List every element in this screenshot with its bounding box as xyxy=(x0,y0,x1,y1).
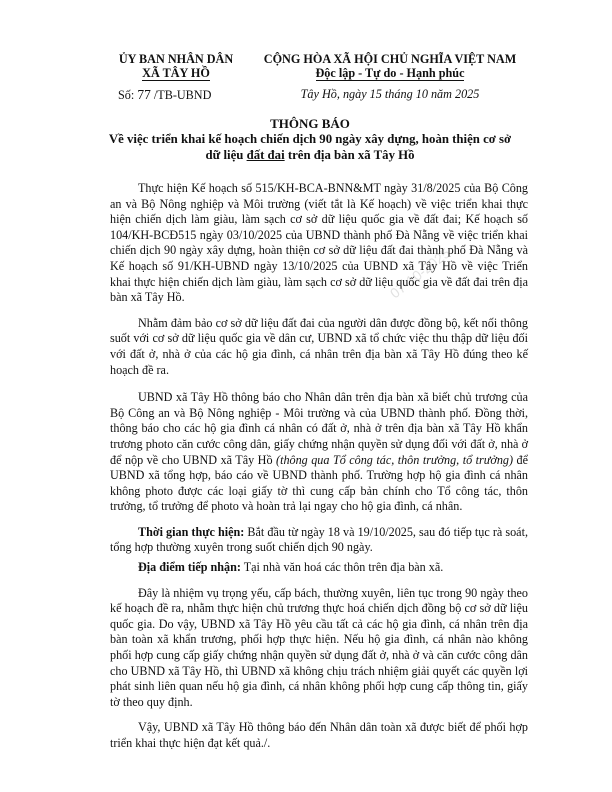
paragraph-3 xyxy=(110,390,528,515)
document-number xyxy=(118,87,211,103)
time-label: Thời gian thực hiện: xyxy=(138,524,245,539)
paragraph-1: Thực hiện Kế hoạch số 515/KH-BCA-BNN&MT ngày 31/8/2025 của Bộ Công an và Bộ Nông nghiệp và Môi trường (viết tắt là Kế hoạch) về việc triển khai thực hiện chiến dịch làm giàu, làm sạch cơ sở dữ liệu quốc gia về đất đai; Kế hoạch số 104/KH-BCĐ515 ngày 03/10/2025 của UBND thành phố Đà Nẵng về việc triển khai chiến dịch 90 ngày xây dựng, hoàn thiện cơ sở dữ liệu đất đai thành phố Đà Nẵng và Kế hoạch số 91/KH-UBND ngày 13/10/2025 của UBND xã Tây Hồ về việc Triển khai thực hiện chiến dịch làm giàu, làm sạch cơ sở dữ liệu quốc gia về đất đai trên địa bàn xã Tây Hồ. xyxy=(110,181,528,305)
subject-part-1: Về việc triển khai kế hoạch chiến dịch 90 ngày xây dựng, hoàn thiện cơ sở dữ liệu xyxy=(108,132,512,162)
document-date: Tây Hồ, ngày 15 tháng 10 năm 2025 xyxy=(300,87,480,101)
location-text: Tại nhà văn hoá các thôn trên địa bàn xã. xyxy=(240,560,444,575)
paragraph-6: Đây là nhiệm vụ trọng yếu, cấp bách, thường xuyên, liên tục trong 90 ngày theo kế hoạch đề ra, nhằm thực hiện chủ trương thực hoá chiến dịch đồng bộ cơ sở dữ liệu quốc gia. Do vậy, UBND xã Tây Hồ yêu cầu tất cả các hộ gia đình, cá nhân trên địa bàn toàn xã khẩn trương, phối hợp thực hiện. Nếu hộ gia đình, cá nhân nào không phối hợp cung cấp giấy chứng nhận quyền sử dụng đất ở, nhà ở và căn cước công dân cho UBND xã Tây Hồ, thì UBND xã không chịu trách nhiệm giải quyết các quyền lợi phát sinh liên quan nếu hộ gia đình, cá nhân không phối hợp cung cấp thông tin, giấy tờ theo quy định. xyxy=(110,585,528,709)
paragraph-location xyxy=(110,560,528,576)
docno-number: 77 xyxy=(137,87,151,102)
paragraph-2: Nhằm đảm bảo cơ sở dữ liệu đất đai của người dân được đồng bộ, kết nối thông suốt với cơ sở dữ liệu quốc gia về dân cư, UBND xã tổ chức việc thu thập dữ liệu đối với đất ở, nhà ở của các hộ gia đình, cá nhân trên địa bàn xã Tây Hồ đúng theo kế hoạch đề ra. xyxy=(110,315,528,377)
paragraph-3-text-a: UBND xã Tây Hồ thông báo cho Nhân dân trên địa bàn xã biết chủ trương của Bộ Công an và Bộ Nông nghiệp - Môi trường và của UBND thành phố. Đồng thời, thông báo cho các hộ gia đình cá nhân có đất ở, nhà ở trên địa bàn xã Tây Hồ khẩn trương photo căn cước công dân, giấy chứng nhận quyền sử dụng đối với đất ở, nhà ở để nộp về cho UBND xã Tây Hồ xyxy=(110,390,528,467)
document-body xyxy=(110,181,528,762)
subject-part-2: trên địa bàn xã Tây Hồ xyxy=(284,148,415,162)
paragraph-7: Vậy, UBND xã Tây Hồ thông báo đến Nhân dân toàn xã được biết để phối hợp triển khai thực hiện đạt kết quả./. xyxy=(110,720,528,750)
authority-line-2: XÃ TÂY HỒ xyxy=(142,66,210,80)
docno-suffix: /TB-UBND xyxy=(150,88,212,102)
paragraph-3-italic: (thông qua Tổ công tác, thôn trưởng, tổ trưởng) xyxy=(276,452,514,467)
authority-line-1: ỦY BAN NHÂN DÂN xyxy=(118,52,234,66)
watermark: 07-10-2025 xyxy=(386,244,454,302)
docno-prefix: Số: xyxy=(118,88,138,102)
national-motto xyxy=(252,52,528,81)
paragraph-time xyxy=(110,525,528,556)
subject-underlined: đất đai xyxy=(246,148,285,162)
paragraph-3-text-b: để UBND xã tổng hợp, báo cáo về UBND thành phố. Trường hợp hộ gia đình cá nhân không photo được các loại giấy tờ thì cung cấp bản chính cho Tổ công tác, thôn trưởng, tổ trưởng để photo và hoàn trả lại ngay cho hộ gia đình, cá nhân. xyxy=(110,452,528,514)
document-title: THÔNG BÁO xyxy=(270,116,350,131)
time-text: Bắt đầu từ ngày 18 và 19/10/2025, sau đó tiếp tục rà soát, tổng hợp thường xuyên trong suốt chiến dịch 90 ngày. xyxy=(110,524,528,555)
issuing-authority xyxy=(108,52,244,81)
location-label: Địa điểm tiếp nhận: xyxy=(138,560,241,575)
document-subject xyxy=(100,131,520,163)
motto-line: Độc lập - Tự do - Hạnh phúc xyxy=(315,66,465,80)
country-name: CỘNG HÒA XÃ HỘI CHỦ NGHĨA VIỆT NAM xyxy=(263,52,517,66)
